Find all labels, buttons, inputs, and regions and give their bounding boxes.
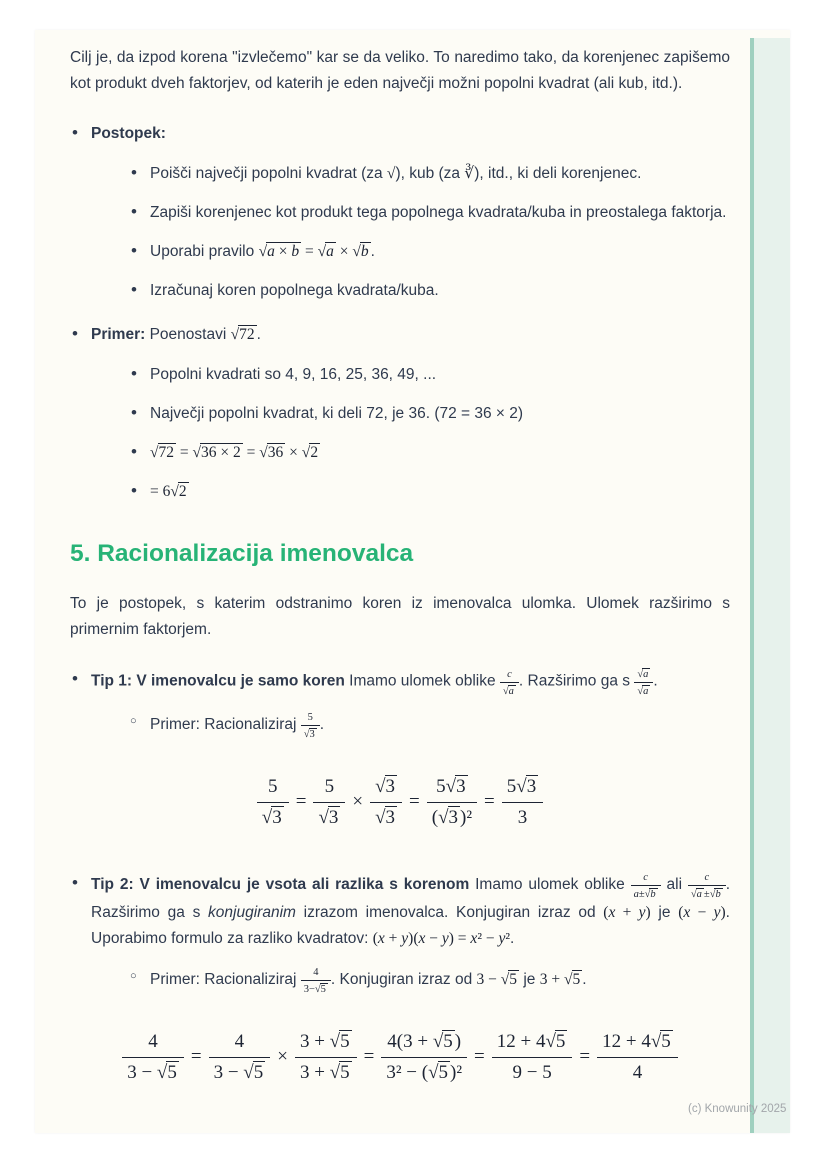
bullet-list [70,121,730,505]
radicand: 3 [385,807,396,828]
fraction-numerator [634,668,653,683]
fraction [427,774,477,831]
list-item [70,667,730,831]
fraction-numerator: 5√3 [502,774,543,803]
radicand [360,242,371,261]
radicand: 36 [267,444,284,461]
math-inline: √a × b = √a × √b [259,243,371,260]
square-root [545,1031,567,1052]
fraction-denominator: 3 [517,807,528,828]
radical-sign: √ [318,807,329,828]
square-root [170,483,188,500]
radical-sign: √ [432,1031,444,1052]
fraction-denominator: 9 − 5 [512,1061,552,1083]
radical-sign: √ [650,1031,662,1052]
fraction [295,1029,357,1086]
bold-text: Tip 1: V imenovalcu je samo koren [91,672,345,690]
radicand [696,888,704,901]
bold-text: Postopek: [91,125,166,142]
square-root [259,243,302,260]
square-root [375,807,397,828]
radical-sign: √ [445,776,457,798]
radicand: 5 [509,971,518,988]
fraction [257,774,289,831]
math-inline: (x + y) [603,903,651,921]
radical-sign: √ [352,243,361,260]
fraction-denominator: 3 − √5 [213,1061,264,1083]
green-accent-bar [750,38,790,1133]
list-item-text [91,121,730,147]
square-root [304,729,317,740]
fraction [381,1029,467,1086]
radicand: 3 [328,807,339,828]
fraction-denominator [301,726,320,741]
fraction [597,1029,678,1086]
math-display: $\frac{4}{3 - √5}$ = $\frac{4}{3 - √5}$ × $\frac{3 + √5}{3 + √5}$ = $\frac{4(3 + √5 )}{\text{3² − (√5 )²}}$ = $\frac{12 + 4√5}{9 - 5}$ = $\frac{12 + 4√5}{4}$ [70,1029,730,1086]
list-item [70,871,730,1086]
radical-sign: √ [329,1031,341,1052]
radical-sign: √ [314,983,321,995]
list-item [129,239,730,265]
square-root [330,1031,352,1052]
radicand [649,888,657,901]
fraction-numerator: 5 [301,712,320,726]
fraction-numerator [370,774,402,803]
square-root [503,686,516,697]
fraction-numerator: 5√3 [427,774,477,803]
list-item-text: • Popolni kvadrati so 4, 9, 16, 25, 36, 49, ... [150,366,437,383]
square-root [231,326,257,343]
italic-text: c [704,871,710,883]
fraction-denominator [500,683,519,698]
radicand: 2 [178,483,187,500]
square-root [433,1031,455,1052]
paragraph: Cilj je, da izpod korena "izvlečemo" kar se da veliko. To naredimo tako, da korenjenec zapišemo kot produkt dveh faktorjev, od katerih je eden največji možni popolni kvadrat (ali kub, itd.). [70,49,730,92]
radical-sign: √ [709,888,716,900]
radical-sign: √ [303,729,310,741]
math-inline: (x − y) [678,903,726,921]
fraction-denominator: 3² − (√5 )² [386,1061,463,1083]
italic-text: a [643,669,649,680]
radical-sign: √ [329,1061,341,1083]
math-inline [231,326,257,343]
italic-text: a [326,243,334,260]
italic-text: b [650,888,656,900]
square-root [446,776,468,797]
radical-sign: √ [375,776,386,798]
fraction-numerator: 4(3 + √5 ) [381,1029,467,1058]
radical-sign: √ [500,971,510,988]
fraction [209,1029,271,1086]
square-root [302,444,320,461]
square-root [691,889,704,900]
square-root [501,971,519,988]
list-item-text: • Tip 2: V imenovalcu je vsota ali razlika s korenom Imamo ulomek oblike $\frac{c}{a\pm√b}$ ali $\frac{c}{√a \pm√b}$ . Razširimo ga s konjugiranim izrazom imenovalca. Konjugiran izraz od (x + y) je (x − y). Uporabimo formulo za razliko kvadratov: (x + y)(x − y) = x² − y². [91,871,731,947]
fraction-numerator [631,872,661,886]
fraction-denominator [313,803,345,831]
square-root [352,243,370,260]
italic-text: c [643,871,648,883]
list-item-text: • Poišči največji popolni kvadrat (za √), kub (za ∛), itd., ki deli korenjenec. [150,165,642,182]
radicand [642,685,650,698]
fraction-numerator: 12 + 4√5 [597,1029,678,1058]
radicand: 72 [239,326,255,343]
fraction-numerator [500,669,519,683]
italic-text: a [633,888,639,900]
radical-sign: √ [230,326,240,343]
radical-sign: √ [637,686,644,698]
radicand: 72 [158,444,175,461]
radical-sign: √ [192,444,202,461]
math-inline: 3 − √5 [477,971,520,988]
radicand: 5 [167,1061,177,1083]
math-inline: ∛ [464,165,475,182]
radical-sign: √ [690,888,697,900]
square-root [157,1062,179,1083]
radicand: 5 [320,983,326,995]
fraction [631,872,661,901]
radical-sign: √ [258,243,268,260]
fraction-numerator: 3 + √5 [295,1029,357,1058]
fraction [301,712,320,741]
square-root [330,1062,352,1083]
math-inline: √ [386,165,396,182]
paragraph: To je postopek, s katerim odstranimo koren iz imenovalca ulomka. Ulomek razširimo s primernim faktorjem. [70,595,730,638]
italic-text: y [498,929,506,947]
radical-sign: √ [156,1061,168,1083]
fraction-denominator: 3 − √5 [127,1061,177,1083]
radicand [325,242,336,261]
italic-text: y [638,903,646,921]
square-root [651,1031,673,1052]
fraction [688,872,726,901]
radicand: 5 [253,1061,264,1083]
radicand: 5 [661,1031,671,1052]
fraction-numerator: 5 [313,774,345,803]
math-inline: (x + y)(x − y) = x² − y² [372,929,510,947]
radical-sign: √ [438,807,449,828]
fraction-denominator [634,683,653,698]
fraction-numerator: 4 [209,1029,271,1058]
radicand: 5 [340,1031,350,1052]
square-root [318,807,340,828]
math-inline: 3 + √5 [540,971,583,988]
radicand: 36 × 2 [201,444,241,461]
watermark: (c) Knowunity 2025 [688,1103,787,1115]
math-display: $\frac{5}{√3}$ = $\frac{5}{√3}$ × $\frac{√3}{√3}$ = $\frac{5√3}{\text{(√3 )²}}$ = $\frac{5√3}{3}$ [70,774,730,831]
square-root [150,444,176,461]
radical-sign: √ [637,669,644,680]
radicand: 5 [438,1061,449,1083]
fraction-denominator: a±√b [633,888,656,900]
radicand: 3 [456,776,466,798]
list-item-text: • Uporabi pravilo √a × b = √a × √b . [150,239,730,265]
list-item [129,966,730,995]
list-item [129,362,730,388]
radicand [714,888,722,901]
fraction-denominator: (√3 )² [431,807,473,828]
radicand: 2 [310,444,319,461]
square-root [516,776,538,797]
fraction [492,1029,573,1086]
radical-sign: √ [375,807,386,828]
sub-list [129,966,730,995]
italic-text: x [608,903,616,921]
list-item [129,711,730,740]
radicand: 5 [443,1031,453,1052]
square-root [428,1062,450,1083]
radical-sign: √ [644,888,651,900]
italic-text: b [360,243,369,260]
square-root [318,243,336,260]
radical-sign: √ [243,1061,254,1083]
section-heading: 5. Racionalizacija imenovalca [70,540,414,567]
fraction [634,668,653,698]
list-item-text: • Zapiši korenjenec kot produkt tega popolnega kvadrata/kuba in preostalega faktorja. [150,204,727,221]
radical-sign: √ [502,685,509,697]
radicand: 3 [385,776,396,798]
radicand: 3 [309,729,315,741]
square-root [645,889,658,900]
list-item-text: ○ Primer: Racionaliziraj $\frac{5}{√3}$ . [150,712,325,741]
radical-sign: √ [259,444,268,461]
list-item-text [150,440,730,466]
list-item-text: • Primer: Poenostavi √72 . [91,322,730,348]
list-item [129,479,730,505]
bold-text: Tip 2: V imenovalcu je vsota ali razlika s korenom [91,875,470,893]
list-item [129,278,730,304]
italic-text: b [291,243,300,260]
radicand: 5 [555,1031,566,1052]
square-root [438,807,460,828]
radical-sign: √ [317,243,327,260]
square-root [564,971,582,988]
italic-text: x [418,929,426,947]
sub-list [129,362,730,505]
radical-sign: √ [301,444,311,461]
fraction-numerator: 4 [122,1029,184,1058]
math-inline [634,669,653,698]
math-inline: = 6√2 [150,483,189,500]
square-root [637,686,650,697]
list-item [129,200,730,226]
fraction [301,967,331,996]
radicand: 3 [272,807,282,828]
fraction-numerator: 4 [301,967,331,981]
fraction [313,774,345,831]
radical-sign: √ [150,444,159,461]
square-root [375,776,397,797]
fraction-denominator: √a ±√b [690,888,721,900]
math-inline [301,966,331,995]
italic-text: a [696,888,702,900]
radical-sign: √ [516,776,527,798]
italic-text: x [377,929,385,947]
square-root [262,807,284,828]
italic-text: b [715,888,721,900]
square-root [243,1062,265,1083]
list-item [70,121,730,304]
list-item-text: • Izračunaj koren popolnega kvadrata/kuba. [150,282,439,299]
list-item [129,401,730,427]
radical-sign: √ [261,807,273,828]
radicand: a × b [267,243,300,260]
square-root [315,984,328,995]
document-content [70,30,730,1126]
list-item [70,322,730,505]
italic-text: x [683,903,691,921]
square-root [710,889,723,900]
italic-text: a [267,243,275,260]
fraction-numerator [688,872,726,886]
list-item [129,440,730,466]
list-item-text: • Tip 1: V imenovalcu je samo koren Imamo ulomek oblike $\frac{c}{√a}$ . Razširimo ga s $\frac{√a}{√a}$ . [91,668,658,698]
list-item-text: ○ Primer: Racionaliziraj $\frac{4}{3-√5}$ . Konjugiran izraz od 3 − √5 je 3 + √5 . [150,966,587,995]
fraction-numerator: 5 [257,774,289,803]
radicand [642,668,650,681]
radical-sign: √ [428,1061,439,1083]
radicand: 5 [572,971,581,988]
radicand: 5 [340,1061,350,1083]
fraction [370,774,402,831]
italic-text: y [441,929,449,947]
fraction-numerator: 12 + 4√5 [492,1029,573,1058]
document-card [35,30,790,1133]
fraction [500,669,519,698]
math-inline [500,668,519,697]
math-inline [301,712,320,741]
fraction [122,1029,184,1086]
italic-text: a [643,686,649,698]
fraction-denominator [257,803,289,831]
radicand: 3 [448,807,459,828]
radical-sign: √ [545,1031,556,1052]
list-item-text [150,479,730,505]
radicand: 3 [526,776,537,798]
fraction-denominator: 3−√5 [303,983,326,995]
fraction [502,774,543,831]
radical-sign: √ [170,483,179,500]
radicand [508,685,516,698]
fraction-denominator [370,803,402,831]
fraction-denominator: 3 + √5 [299,1061,350,1083]
list-item-text: • Največji popolni kvadrat, ki deli 72, je 36. (72 = 36 × 2) [150,405,524,422]
sub-list [129,161,730,304]
square-root [259,444,285,461]
sub-list [129,711,730,740]
italic-text: c [507,668,512,680]
square-root [637,669,650,680]
bold-text: Primer: [91,326,146,343]
italic-text: konjugiranim [208,903,296,921]
fraction-denominator: 4 [632,1061,643,1083]
square-root [193,444,243,461]
radical-sign: √ [563,971,573,988]
italic-text: y [713,903,721,921]
italic-text: x [470,929,478,947]
list-item [129,161,730,187]
math-inline: √72 = √36 × 2 = √36 × √2 [150,444,320,461]
italic-text: y [401,929,409,947]
italic-text: a [508,685,514,697]
bullet-list [70,667,730,1086]
